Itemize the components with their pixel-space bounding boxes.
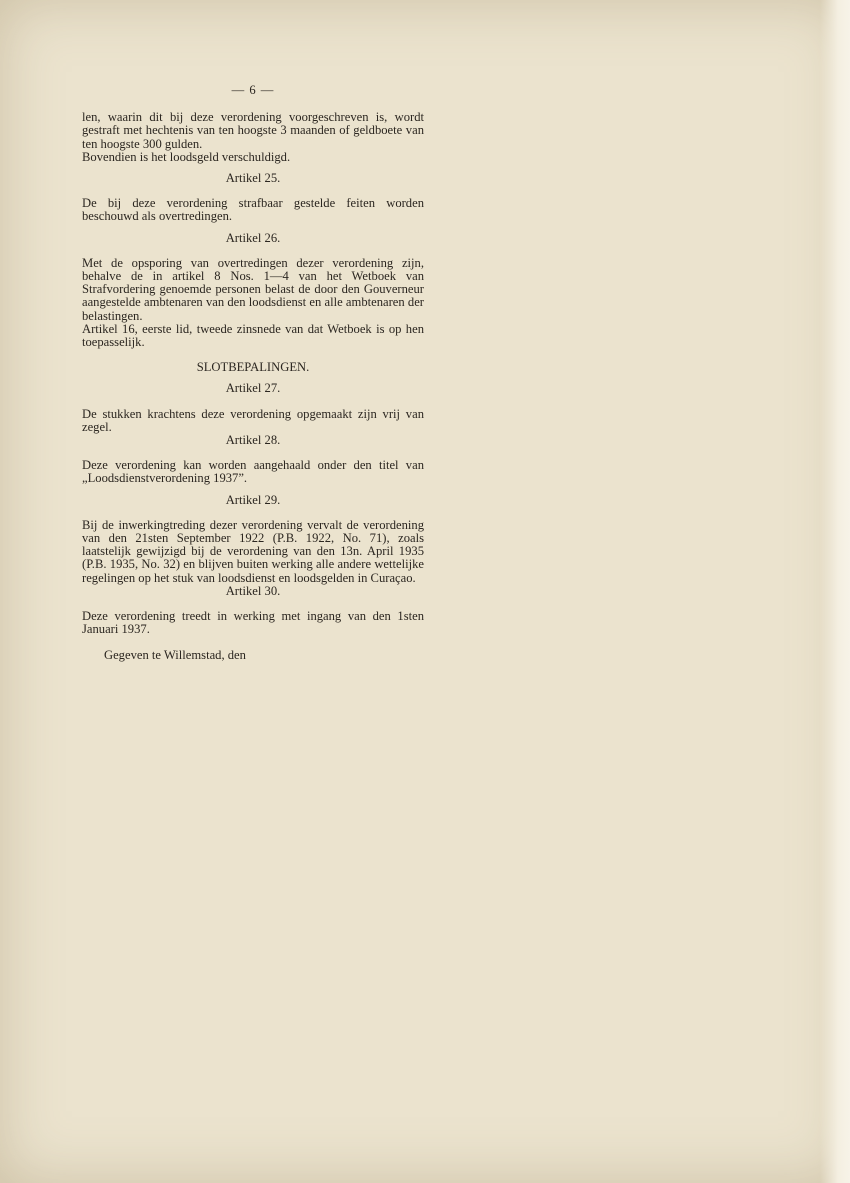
- heading-artikel-28: Artikel 28.: [225, 433, 281, 448]
- paragraph-artikel-28: Deze verordening kan worden aangehaald onder den titel van „Loodsdienstverordening 1937”.: [82, 458, 424, 486]
- page-number: — 6 —: [231, 83, 275, 97]
- paragraph-artikel-27: De stukken krachtens deze verordening opgemaakt zijn vrij van zegel.: [82, 406, 424, 434]
- paragraph-artikel-26b: Artikel 16, eerste lid, tweede zinsnede van dat Wetboek is op hen toepasselijk.: [82, 321, 424, 350]
- heading-artikel-27: Artikel 27.: [225, 381, 281, 396]
- heading-artikel-30: Artikel 30.: [225, 583, 281, 598]
- heading-artikel-25: Artikel 25.: [225, 171, 281, 186]
- heading-artikel-29: Artikel 29.: [225, 492, 281, 507]
- heading-artikel-26: Artikel 26.: [225, 230, 281, 245]
- paragraph-loodsgeld: Bovendien is het loodsgeld verschuldigd.: [82, 149, 291, 164]
- closing-line: Gegeven te Willemstad, den: [104, 647, 246, 662]
- paragraph-artikel-29: Bij de inwerkingtreding dezer verordening vervalt de verordening van den 21sten September 1922 (P.B. 1922, No. 71), zoals laatstelijk gewijzigd bij de verordening van den 13n. April 1935 (P.B. 1935, No. 32) en blijven buiten werking alle andere wettelijke regelingen op het stuk van loodsdienst en loodsgelden in Curaçao.: [82, 517, 424, 585]
- document-text: [82, 84, 424, 662]
- paragraph-penalty: len, waarin dit bij deze verordening voorgeschreven is, wordt gestraft met hechtenis van ten hoogste 3 maanden of geldboete van ten hoogste 300 gulden.: [82, 110, 424, 151]
- paragraph-artikel-30: Deze verordening treedt in werking met ingang van den 1sten Januari 1937.: [82, 609, 424, 637]
- paragraph-artikel-26a: Met de opsporing van overtredingen dezer verordening zijn, behalve de in artikel 8 Nos. 1—4 van het Wetboek van Strafvordering genoemde personen belast de door den Gouverneur aangestelde ambtenaren van den loodsdienst en alle ambtenaren der belastingen.: [82, 255, 424, 323]
- paragraph-artikel-25: De bij deze verordening strafbaar gestelde feiten worden beschouwd als overtredingen.: [82, 196, 424, 224]
- section-heading-slotbepalingen: SLOTBEPALINGEN.: [196, 360, 310, 375]
- page-edge: [820, 0, 850, 1183]
